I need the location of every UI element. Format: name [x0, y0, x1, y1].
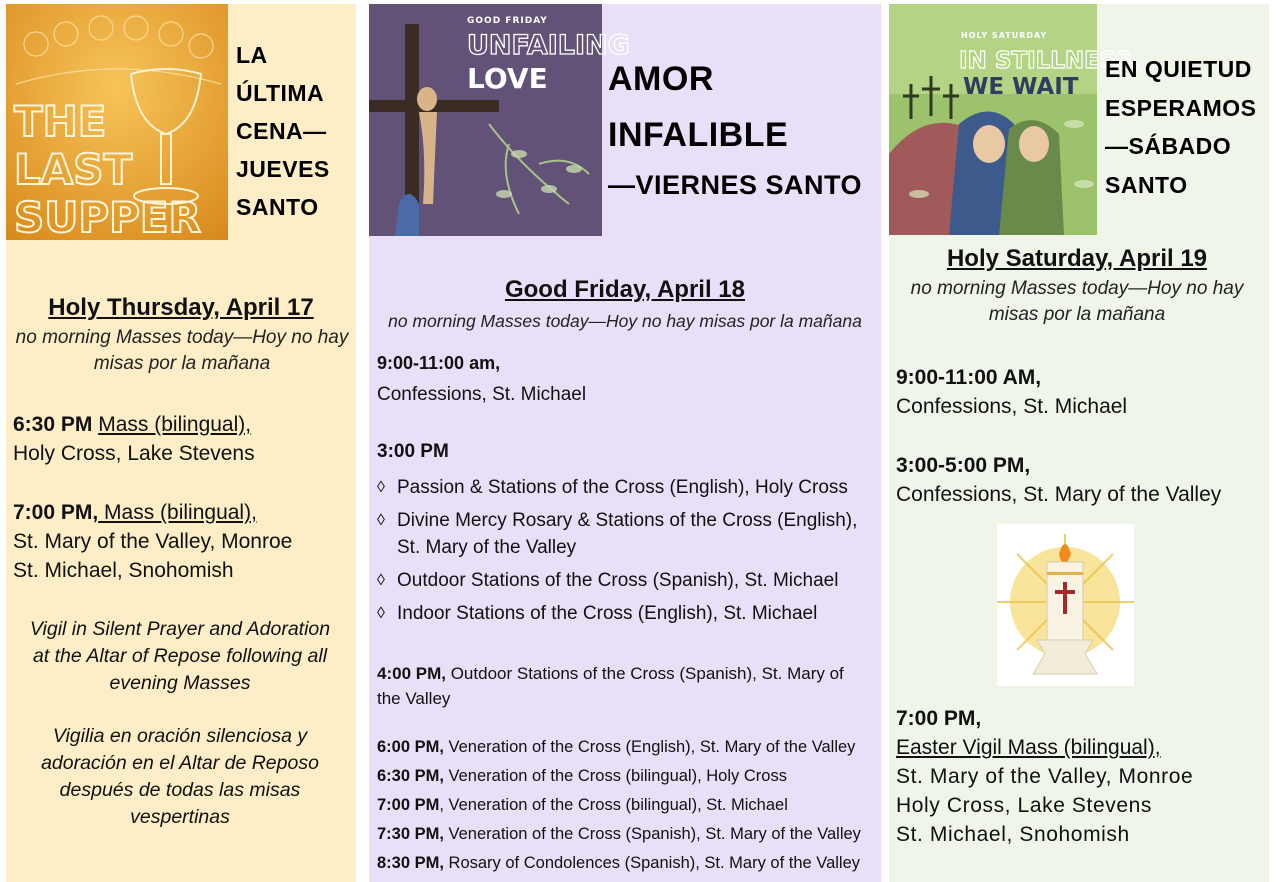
svg-text:LOVE: LOVE	[467, 62, 548, 95]
schedule-row: 8:30 PM, Rosary of Condolences (Spanish), St. Mary of the Valley	[377, 854, 861, 872]
schedule-row: 6:30 PM, Veneration of the Cross (bilingual), Holy Cross	[377, 767, 787, 785]
svg-text:WE WAIT: WE WAIT	[963, 74, 1079, 100]
schedule-row: 6:00 PM, Veneration of the Cross (English), St. Mary of the Valley	[377, 738, 856, 756]
easter-vigil-label: Easter Vigil Mass (bilingual),	[896, 736, 1161, 759]
thursday-note: no morning Masses today—Hoy no hay misas por la mañana	[15, 327, 349, 374]
vigil-english: Vigil in Silent Prayer and Adoration at the Altar of Repose following all evening Masses	[29, 618, 331, 694]
mass1-place: Holy Cross, Lake Stevens	[13, 442, 255, 465]
vigil-place-1: St. Mary of the Valley, Monroe	[896, 765, 1194, 788]
friday-4pm: 4:00 PM, Outdoor Stations of the Cross (Spanish), St. Mary of the Valley	[377, 664, 844, 708]
paschal-candle-icon	[997, 524, 1134, 686]
holy-thursday-column	[6, 4, 356, 882]
saturday-confessions-2: 3:00-5:00 PM, Confessions, St. Mary of the Valley	[896, 454, 1222, 506]
mass2-place-1: St. Mary of the Valley, Monroe	[13, 530, 293, 553]
holy-saturday-column	[889, 4, 1269, 882]
svg-text:GOOD FRIDAY: GOOD FRIDAY	[467, 16, 548, 26]
vigil-place-2: Holy Cross, Lake Stevens	[896, 794, 1153, 817]
friday-evening-schedule	[377, 733, 877, 878]
svg-text:IN STILLNESS,: IN STILLNESS,	[959, 48, 1141, 74]
diamond-icon: ◊	[377, 572, 385, 589]
thursday-spanish-title: LA ÚLTIMA CENA— JUEVES SANTO	[236, 42, 330, 220]
friday-spanish-title: AMOR INFALIBLE —VIERNES SANTO	[608, 60, 863, 200]
vigil-place-3: St. Michael, Snohomish	[896, 823, 1130, 846]
in-stillness-image	[889, 4, 1141, 235]
list-item: ◊ Outdoor Stations of the Cross (Spanish), St. Michael	[377, 567, 877, 594]
friday-note: no morning Masses today—Hoy no hay misas por la mañana	[388, 311, 862, 331]
schedule-row: 7:00 PM, Veneration of the Cross (bilingual), St. Michael	[377, 796, 788, 814]
mass2-time: 7:00 PM,	[13, 501, 99, 524]
svg-text:LAST: LAST	[14, 145, 133, 194]
good-friday-column	[369, 4, 881, 882]
diamond-icon: ◊	[377, 605, 385, 622]
unfailing-love-image	[369, 4, 630, 236]
easter-vigil: 7:00 PM, Easter Vigil Mass (bilingual), St. Mary of the Valley, Monroe Holy Cross, Lake Stevens St. Michael, Snohomish	[896, 704, 1256, 849]
thursday-date-heading: Holy Thursday, April 17	[48, 294, 314, 321]
vigil-spanish: Vigilia en oración silenciosa y adoración en el Altar de Reposo después de todas las misas vespertinas	[41, 725, 319, 828]
diamond-icon: ◊	[377, 479, 385, 496]
thursday-mass-1	[13, 410, 353, 468]
saturday-date-heading: Holy Saturday, April 19	[946, 245, 1208, 272]
svg-text:HOLY SATURDAY: HOLY SATURDAY	[961, 31, 1048, 40]
mass2-place-2: St. Michael, Snohomish	[13, 559, 234, 582]
saturday-note: no morning Masses today—Hoy no hay misas por la mañana	[910, 278, 1244, 325]
mass1-time: 6:30 PM	[13, 413, 93, 436]
friday-confessions	[377, 350, 877, 408]
diamond-icon: ◊	[377, 512, 385, 529]
saturday-confessions-1: 9:00-11:00 AM, Confessions, St. Michael	[896, 366, 1128, 418]
list-item: ◊ Passion & Stations of the Cross (English), Holy Cross	[377, 474, 877, 501]
thursday-mass-2	[13, 498, 353, 585]
friday-conf-place: Confessions, St. Michael	[377, 384, 587, 405]
svg-text:THE: THE	[14, 97, 107, 146]
svg-text:SUPPER: SUPPER	[14, 193, 201, 242]
schedule-row: 7:30 PM, Veneration of the Cross (Spanish), St. Mary of the Valley	[377, 825, 861, 843]
friday-3pm-list	[377, 474, 877, 633]
friday-3pm-heading: 3:00 PM	[377, 441, 449, 462]
list-item: ◊ Indoor Stations of the Cross (English), St. Michael	[377, 600, 877, 627]
mass1-label: Mass (bilingual),	[98, 413, 252, 436]
mass2-label: Mass (bilingual),	[98, 501, 257, 524]
saturday-spanish-title: EN QUIETUD ESPERAMOS —SÁBADO SANTO	[1105, 56, 1257, 198]
list-item: ◊ Divine Mercy Rosary & Stations of the Cross (English), St. Mary of the Valley	[377, 507, 877, 561]
friday-conf-time: 9:00-11:00 am,	[377, 353, 501, 373]
friday-date-heading: Good Friday, April 18	[504, 276, 746, 303]
last-supper-image	[6, 4, 228, 240]
svg-text:UNFAILING: UNFAILING	[467, 30, 630, 61]
